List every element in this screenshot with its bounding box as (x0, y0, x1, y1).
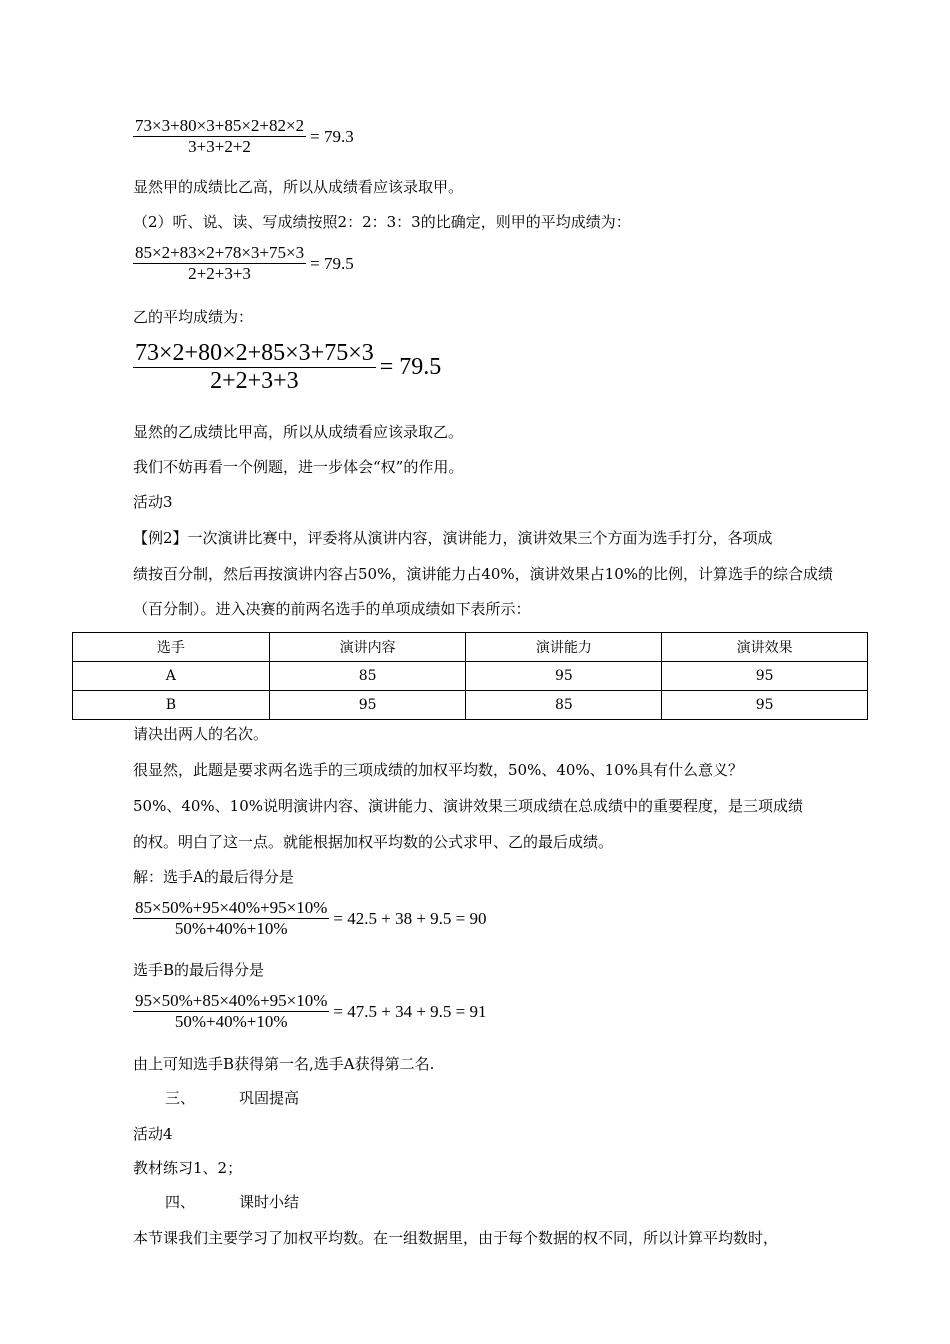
text-jia-higher: 显然甲的成绩比乙高，所以从成绩看应该录取甲。 (133, 178, 464, 196)
text-summary: 本节课我们主要学习了加权平均数。在一组数据里，由于每个数据的权不同，所以计算平均数时， (133, 1229, 779, 1247)
section-3-heading (165, 1088, 299, 1108)
formula-2 (133, 243, 354, 284)
table-cell: B (73, 691, 270, 720)
formula-3-numerator: 73×2+80×2+85×3+75×3 (135, 340, 374, 366)
formula-5-denominator: 50%+40%+10% (174, 1012, 288, 1031)
formula-1-numerator: 73×3+80×3+85×2+82×2 (135, 116, 305, 135)
formula-5-result: = 47.5 + 34 + 9.5 = 91 (333, 1001, 487, 1021)
formula-1-result: = 79.3 (310, 126, 354, 146)
table-row (73, 662, 868, 691)
formula-3-denominator: 2+2+3+3 (210, 368, 299, 394)
formula-5 (133, 991, 487, 1032)
text-rank: 请决出两人的名次。 (133, 725, 269, 743)
formula-3-result: = 79.5 (379, 354, 442, 380)
section-4-heading (165, 1192, 299, 1212)
activity-3: 活动3 (133, 493, 173, 511)
text-another-example: 我们不妨再看一个例题，进一步体会“权”的作用。 (133, 458, 464, 476)
formula-1 (133, 116, 354, 157)
text-obvious: 很显然，此题是要求两名选手的三项成绩的加权平均数，50%、40%、10%具有什么意义？ (133, 761, 744, 779)
table-header-cell: 选手 (73, 633, 270, 662)
text-yi-avg: 乙的平均成绩为： (133, 308, 254, 326)
table-cell: 85 (466, 691, 662, 720)
table-header-cell: 演讲内容 (269, 633, 466, 662)
formula-1-denominator: 3+3+2+2 (188, 137, 251, 156)
formula-2-result: = 79.5 (310, 253, 354, 273)
table-row (73, 691, 868, 720)
text-solve-a: 解：选手A的最后得分是 (133, 868, 294, 886)
formula-4-numerator: 85×50%+95×40%+95×10% (135, 898, 328, 917)
section-4-number: 四、 (165, 1193, 196, 1211)
table-cell: A (73, 662, 270, 691)
table-cell: 85 (269, 662, 466, 691)
table-cell: 95 (662, 662, 868, 691)
text-yi-higher: 显然的乙成绩比甲高，所以从成绩看应该录取乙。 (133, 423, 464, 441)
table-cell: 95 (466, 662, 662, 691)
table-cell: 95 (662, 691, 868, 720)
section-3-title: 巩固提高 (239, 1089, 300, 1107)
section-4-title: 课时小结 (239, 1193, 300, 1211)
formula-4-result: = 42.5 + 38 + 9.5 = 90 (333, 908, 487, 928)
section-3-number: 三、 (165, 1089, 196, 1107)
text-meaning-1: 50%、40%、10%说明演讲内容、演讲能力、演讲效果三项成绩在总成绩中的重要程度，是三项成绩 (133, 797, 804, 815)
example-2-line-2: 绩按百分制，然后再按演讲内容占50%，演讲能力占40%，演讲效果占10%的比例，计算选手的综合成绩 (133, 565, 834, 583)
formula-5-numerator: 95×50%+85×40%+95×10% (135, 991, 328, 1010)
table-header-cell: 演讲效果 (662, 633, 868, 662)
text-ratio-2: （2）听、说、读、写成绩按照2：2：3：3的比确定，则甲的平均成绩为： (133, 213, 631, 231)
table-cell: 95 (269, 691, 466, 720)
activity-4: 活动4 (133, 1125, 173, 1143)
table-header-cell: 演讲能力 (466, 633, 662, 662)
formula-3 (133, 340, 441, 395)
scores-table (72, 632, 868, 720)
text-exercise: 教材练习1、2； (133, 1159, 243, 1177)
text-conclusion: 由上可知选手B获得第一名,选手A获得第二名. (133, 1055, 435, 1073)
text-b-score: 选手B的最后得分是 (133, 961, 265, 979)
table-header-row (73, 633, 868, 662)
example-2-line-3: （百分制）。进入决赛的前两名选手的单项成绩如下表所示： (133, 600, 531, 618)
formula-2-numerator: 85×2+83×2+78×3+75×3 (135, 243, 305, 262)
formula-2-denominator: 2+2+3+3 (188, 264, 251, 283)
formula-4 (133, 898, 487, 939)
example-2-line-1: 【例2】一次演讲比赛中，评委将从演讲内容，演讲能力，演讲效果三个方面为选手打分，各项成 (133, 529, 773, 547)
text-meaning-2: 的权。明白了这一点。就能根据加权平均数的公式求甲、乙的最后成绩。 (133, 833, 614, 851)
formula-4-denominator: 50%+40%+10% (174, 919, 288, 938)
